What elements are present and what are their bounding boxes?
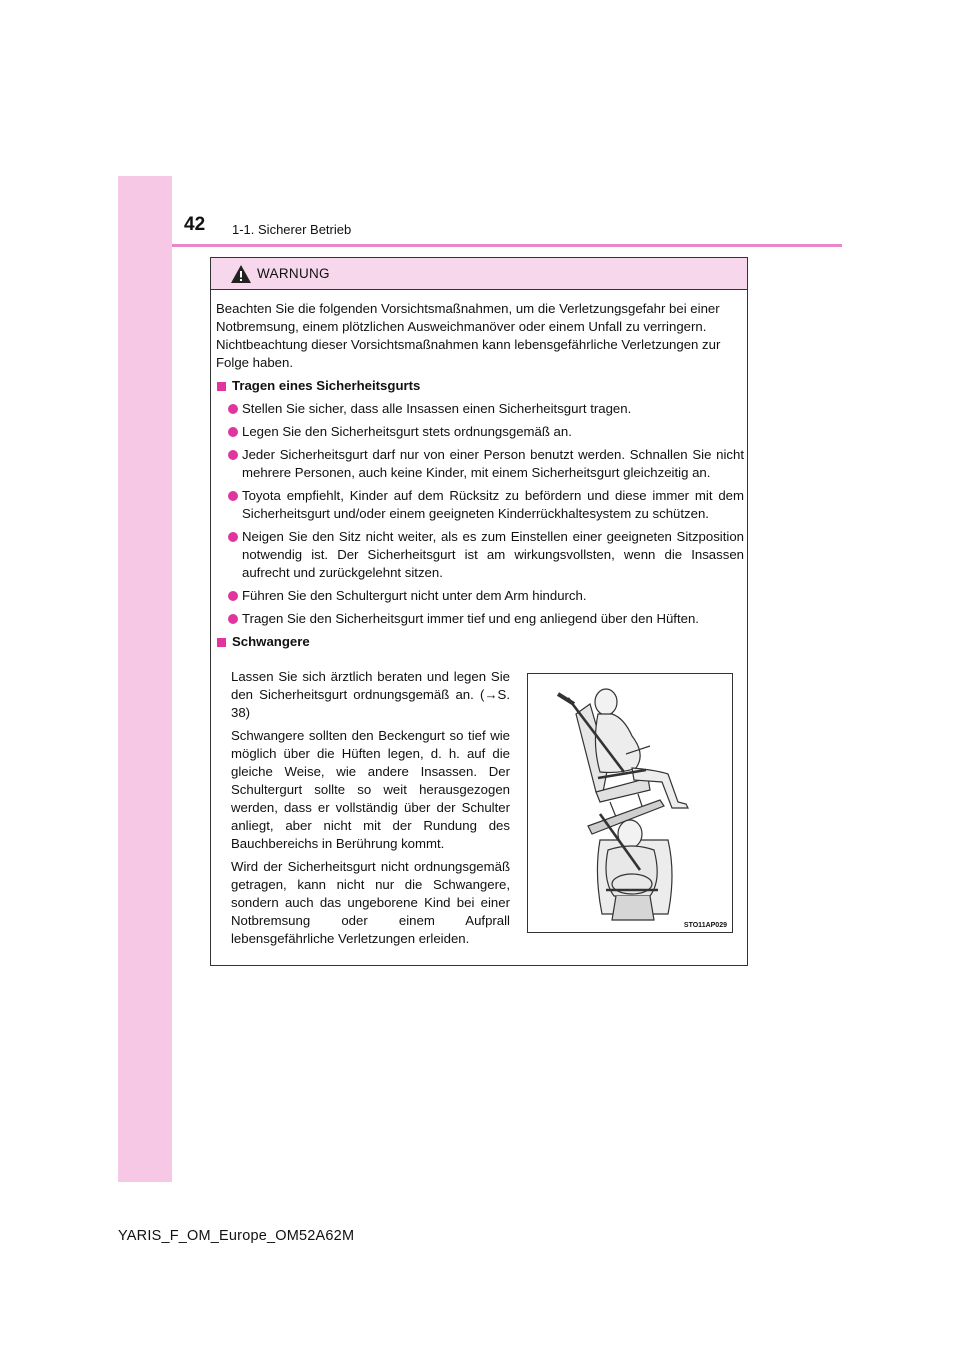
- page-number: 42: [184, 214, 206, 235]
- round-bullet-icon: [228, 404, 238, 414]
- section-heading: [216, 377, 744, 395]
- round-bullet-icon: [228, 450, 238, 460]
- bullet-list: [216, 400, 744, 628]
- list-item-text: Stellen Sie sicher, dass alle Insassen einen Sicherheitsgurt tragen.: [242, 401, 632, 416]
- warning-intro: Beachten Sie die folgenden Vorsichtsmaßnahmen, um die Verletzungsgefahr bei einer Notbremsung, einem plötzlichen Ausweichmanöver oder einem Unfall zu verringern. Nichtbeachtung dieser Vorsichtsmaßnahmen kann lebensgefährliche Verletzungen zur Folge haben.: [216, 301, 721, 370]
- list-item: [216, 587, 744, 605]
- list-item: [216, 610, 744, 628]
- square-bullet-icon: [217, 382, 226, 391]
- pregnant-seatbelt-illustration: [527, 673, 733, 933]
- warning-box: [210, 257, 748, 966]
- side-thumb-band: [118, 176, 172, 1182]
- list-item-text: Führen Sie den Schultergurt nicht unter dem Arm hindurch.: [242, 588, 587, 603]
- warning-triangle-icon: [230, 264, 252, 284]
- list-item: [216, 423, 744, 441]
- list-item-text: Toyota empfiehlt, Kinder auf dem Rücksitz zu befördern und diese immer mit dem Sicherheitsgurt und/oder einem geeigneten Kinderrückhaltesystem zu schützen.: [242, 488, 744, 521]
- list-item-text: Jeder Sicherheitsgurt darf nur von einer Person benutzt werden. Schnallen Sie nicht mehrere Personen, auch keine Kinder, mit einem Sicherheitsgurt gleichzeitig an.: [242, 447, 744, 480]
- round-bullet-icon: [228, 491, 238, 501]
- paragraph: Lassen Sie sich ärztlich beraten und legen Sie den Sicherheitsgurt ordnungsgemäß an. (→S. 38): [231, 669, 510, 720]
- round-bullet-icon: [228, 591, 238, 601]
- list-item-text: Neigen Sie den Sitz nicht weiter, als es zum Einstellen einer geeigneten Sitzposition notwendig ist. Der Sicherheitsgurt ist am wirkungsvollsten, wenn die Insassen aufrecht und zurückgelehnt sitzen.: [242, 529, 744, 580]
- section-heading: [216, 633, 744, 651]
- list-item: [216, 400, 744, 418]
- round-bullet-icon: [228, 532, 238, 542]
- paragraph: Wird der Sicherheitsgurt nicht ordnungsgemäß getragen, kann nicht nur die Schwangere, sondern auch das ungeborene Kind bei einer Notbremsung oder einem Aufprall lebensgefährliche Verletzungen erleiden.: [231, 859, 510, 946]
- header-rule: [172, 244, 842, 247]
- round-bullet-icon: [228, 614, 238, 624]
- list-item: [216, 528, 744, 582]
- section-title: 1-1. Sicherer Betrieb: [232, 222, 352, 237]
- list-item-text: Tragen Sie den Sicherheitsgurt immer tief und eng anliegend über den Hüften.: [242, 611, 699, 626]
- paragraph: Schwangere sollten den Beckengurt so tief wie möglich über die Hüften legen, d. h. auf die gleiche Weise, wie andere Insassen. Der Schultergurt sollte so weit herausgezogen werden, dass er vollständig über der Schulter anliegt, aber nicht mit der Rundung des Bauchbereichs in Berührung kommt.: [231, 728, 510, 851]
- warning-title: WARNUNG: [257, 266, 330, 281]
- section-heading-text: Tragen eines Sicherheitsgurts: [232, 378, 421, 393]
- square-bullet-icon: [217, 638, 226, 647]
- pregnancy-text: [231, 668, 510, 953]
- list-item-text: Legen Sie den Sicherheitsgurt stets ordnungsgemäß an.: [242, 424, 572, 439]
- warning-header: [211, 258, 747, 290]
- seatbelt-drawing: [528, 674, 732, 932]
- document-footer: YARIS_F_OM_Europe_OM52A62M: [118, 1228, 355, 1244]
- figure-code: STO11AP029: [683, 922, 727, 929]
- round-bullet-icon: [228, 427, 238, 437]
- section-heading-text: Schwangere: [232, 634, 310, 649]
- list-item: [216, 487, 744, 523]
- warning-content: [216, 300, 744, 656]
- list-item: [216, 446, 744, 482]
